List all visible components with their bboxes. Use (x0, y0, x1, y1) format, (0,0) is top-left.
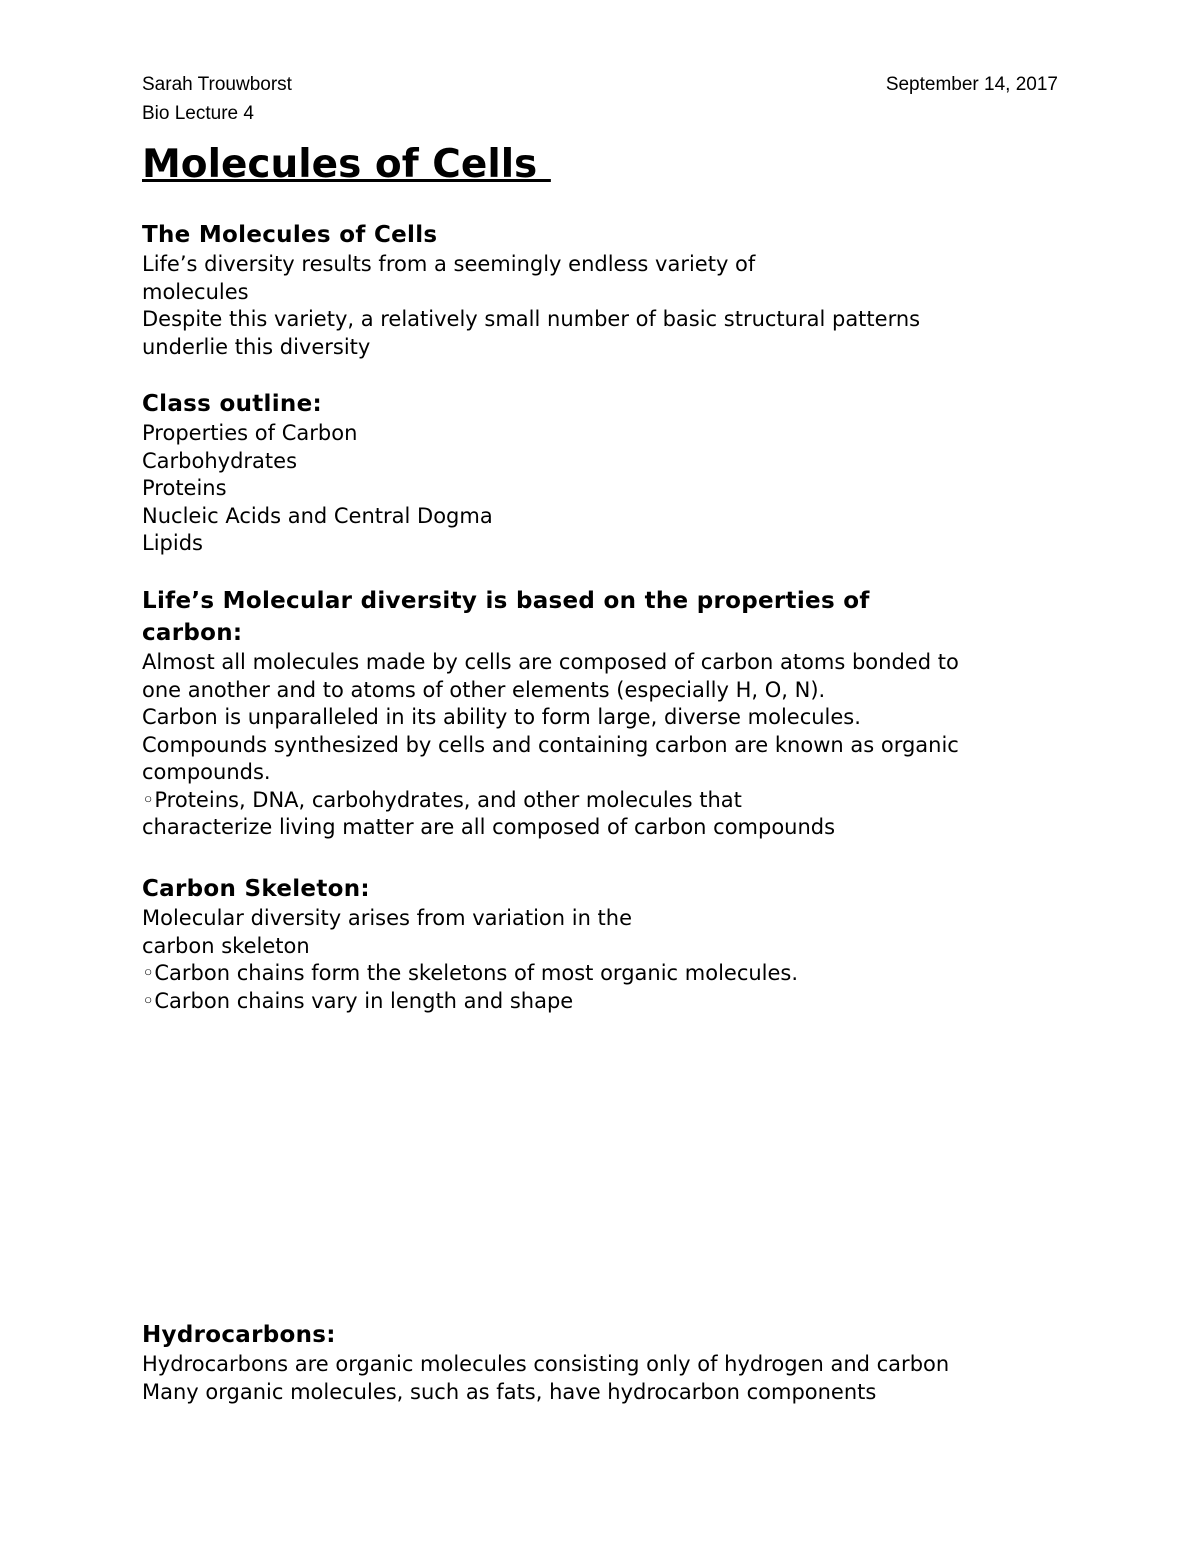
author-name: Sarah Trouwborst (142, 74, 292, 95)
section-heading-line: Life’s Molecular diversity is based on the properties of (142, 588, 870, 614)
paragraph-line: one another and to atoms of other elements (especially H, O, N). (142, 677, 826, 702)
paragraph-line: Molecular diversity arises from variation in the (142, 906, 633, 930)
paragraph-line: characterize living matter are all composed of carbon compounds (142, 815, 836, 839)
paragraph-line: Compounds synthesized by cells and containing carbon are known as organic (142, 732, 959, 757)
outline-item: Lipids (142, 531, 203, 555)
section-molecules-of-cells (142, 219, 1072, 361)
bullet-line: ◦Proteins, DNA, carbohydrates, and other molecules that (142, 787, 742, 812)
page-title: Molecules of Cells (142, 142, 551, 187)
paragraph-line: Hydrocarbons are organic molecules consisting only of hydrogen and carbon (142, 1352, 950, 1376)
paragraph-line: molecules (142, 279, 249, 304)
outline-item: Nucleic Acids and Central Dogma (142, 503, 493, 528)
paragraph-line: carbon skeleton (142, 933, 310, 958)
outline-item: Proteins (142, 476, 227, 500)
course-label: Bio Lecture 4 (142, 103, 254, 124)
outline-item: Carbohydrates (142, 448, 298, 473)
section-properties-of-carbon (142, 585, 1072, 842)
paragraph-line: Life’s diversity results from a seemingly endless variety of (142, 252, 756, 276)
section-heading (142, 585, 1072, 649)
paragraph-line: Almost all molecules made by cells are composed of carbon atoms bonded to (142, 650, 959, 674)
paragraph-line: Many organic molecules, such as fats, have hydrocarbon components (142, 1379, 877, 1404)
paragraph-line: underlie this diversity (142, 334, 371, 359)
section-heading: The Molecules of Cells (142, 222, 438, 248)
document-date: September 14, 2017 (885, 74, 1058, 95)
bullet-line: ◦Carbon chains form the skeletons of most organic molecules. (142, 961, 799, 985)
paragraph-line: compounds. (142, 760, 271, 784)
outline-item: Properties of Carbon (142, 421, 358, 445)
section-hydrocarbons (142, 1319, 1072, 1406)
section-heading: Class outline: (142, 391, 322, 417)
section-carbon-skeleton (142, 873, 1072, 1015)
section-class-outline (142, 388, 1072, 558)
section-heading: Carbon Skeleton: (142, 876, 370, 902)
section-heading: Hydrocarbons: (142, 1322, 336, 1348)
bullet-line: ◦Carbon chains vary in length and shape (142, 988, 574, 1013)
paragraph-line: Despite this variety, a relatively small number of basic structural patterns (142, 307, 921, 331)
section-heading-line: carbon: (142, 620, 243, 646)
paragraph-line: Carbon is unparalleled in its ability to form large, diverse molecules. (142, 705, 861, 729)
